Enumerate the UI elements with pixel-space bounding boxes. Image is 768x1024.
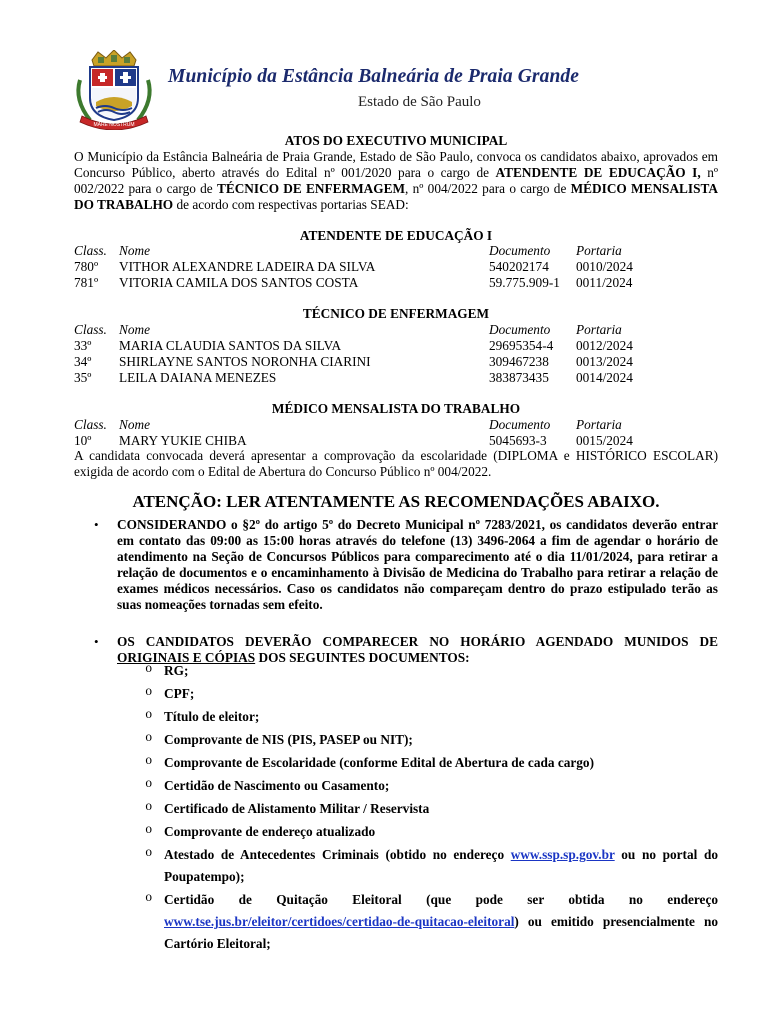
table-row [74, 338, 718, 354]
col-document: Documento [489, 416, 551, 432]
cell-document: 309467238 [489, 353, 549, 369]
document-item [164, 889, 718, 955]
sub-bullet: o [145, 798, 152, 814]
letterhead [68, 50, 718, 130]
bullet-marker: • [94, 633, 99, 649]
cell-class: 10º [74, 432, 92, 448]
note-paragraph: A candidata convocada deverá apresentar a comprovação da escolaridade (DIPLOMA e HISTÓRICO ESCOLAR) exigida de acordo com o Edital de Abertura do Concurso Público nº 004/2022. [74, 448, 718, 480]
cell-class: 34º [74, 353, 92, 369]
attention-heading: ATENÇÃO: LER ATENTAMENTE AS RECOMENDAÇÕES ABAIXO. [132, 492, 660, 512]
cell-document: 383873435 [489, 369, 549, 385]
document-item: Título de eleitor; [164, 709, 260, 725]
document-item [164, 844, 718, 888]
crest-motto: MARE NOSTRUM [93, 122, 135, 128]
cell-portaria: 0011/2024 [576, 275, 633, 291]
cell-document: 540202174 [489, 259, 549, 275]
table-header [74, 243, 718, 259]
list-item [74, 660, 718, 682]
quitacao-text-a: Certidão de Quitação Eleitoral (que pode ser obtida no endereço [164, 892, 718, 908]
tse-link[interactable]: www.tse.jus.br/eleitor/certidoes/certidao-de-quitacao-eleitoral [164, 914, 515, 930]
antecedentes-text-b: ou no portal do Poupatempo); [164, 847, 718, 885]
candidates-table-medico [74, 417, 718, 449]
table-row [74, 259, 718, 275]
col-class: Class. [74, 243, 107, 259]
ssp-link[interactable]: www.ssp.sp.gov.br [510, 847, 615, 863]
group-title-tecnico: TÉCNICO DE ENFERMAGEM [302, 306, 490, 322]
cell-portaria: 0013/2024 [576, 353, 633, 369]
section-title: ATOS DO EXECUTIVO MUNICIPAL [284, 133, 508, 148]
sub-bullet: o [145, 706, 152, 722]
cell-portaria: 0015/2024 [576, 432, 633, 448]
municipality-title: Município da Estância Balneária de Praia Grande [168, 66, 579, 87]
intro-text-1: O Município da Estância Balneária de Praia Grande, Estado de São Paulo, convoca os candidatos abaixo, aprovados em Concurso Público, aberto através do Edital nº 001/2020 para o cargo de [74, 148, 718, 180]
sub-bullet: o [145, 752, 152, 768]
cell-class: 780º [74, 259, 99, 275]
col-portaria: Portaria [576, 416, 622, 432]
col-name: Nome [119, 243, 151, 259]
antecedentes-text-a: Atestado de Antecedentes Criminais (obtido no endereço [164, 847, 511, 863]
candidates-table-atendente [74, 243, 718, 291]
col-name: Nome [119, 322, 151, 338]
cell-name: VITORIA CAMILA DOS SANTOS COSTA [119, 275, 359, 291]
list-item [74, 798, 718, 820]
document-item: CPF; [164, 686, 195, 702]
intro-bold-3: MÉDICO MENSALISTA DO TRABALHO [74, 180, 718, 212]
col-class: Class. [74, 322, 107, 338]
list-item [74, 889, 718, 955]
col-document: Documento [489, 322, 551, 338]
table-row [74, 370, 718, 386]
document-item: Certificado de Alistamento Militar / Reservista [164, 801, 430, 817]
coat-of-arms-icon [68, 50, 160, 130]
cell-name: VITHOR ALEXANDRE LADEIRA DA SILVA [119, 259, 376, 275]
intro-paragraph [74, 149, 718, 213]
list-item [74, 706, 718, 728]
table-header [74, 322, 718, 338]
intro-bold-1: ATENDENTE DE EDUCAÇÃO I, [495, 164, 701, 180]
col-portaria: Portaria [576, 243, 622, 259]
cell-document: 29695354-4 [489, 337, 554, 353]
documents-list [74, 660, 718, 955]
col-portaria: Portaria [576, 322, 622, 338]
document-body [74, 133, 718, 955]
table-row [74, 354, 718, 370]
bullet-marker: • [94, 517, 99, 533]
cell-class: 781º [74, 275, 99, 291]
sub-bullet: o [145, 775, 152, 791]
list-item [74, 752, 718, 774]
cell-class: 35º [74, 369, 92, 385]
sub-bullet: o [145, 889, 152, 905]
document-item: Comprovante de Escolaridade (conforme Edital de Abertura de cada cargo) [164, 755, 595, 771]
cell-name: LEILA DAIANA MENEZES [119, 369, 277, 385]
table-row [74, 275, 718, 291]
candidates-table-tecnico [74, 322, 718, 386]
cell-name: MARIA CLAUDIA SANTOS DA SILVA [119, 337, 342, 353]
documents-intro-b: DOS SEGUINTES DOCUMENTOS: [255, 649, 470, 665]
cell-name: SHIRLAYNE SANTOS NORONHA CIARINI [119, 353, 371, 369]
sub-bullet: o [145, 821, 152, 837]
cell-portaria: 0010/2024 [576, 259, 633, 275]
group-title-medico: MÉDICO MENSALISTA DO TRABALHO [271, 400, 521, 416]
col-name: Nome [119, 416, 151, 432]
document-item: Comprovante de endereço atualizado [164, 824, 376, 840]
recommendation-text: CONSIDERANDO o §2º do artigo 5º do Decreto Municipal nº 7283/2021, os candidatos deverão entrar em contato das 09:00 as 15:00 horas através do telefone (13) 3496-2064 a fim de agendar o horário de atendimento na Seção de Concursos Públicos para comparecimento até o dia 11/01/2024, para retirar a relação de documentos e o encaminhamento à Divisão de Medicina do Trabalho para retirar a relação de exames médicos necessários. Caso os candidatos não compareçam dentro do prazo estipulado terão as suas nomeações tornadas sem efeito. [117, 517, 718, 612]
sub-bullet: o [145, 729, 152, 745]
list-item [74, 729, 718, 751]
document-item: Comprovante de NIS (PIS, PASEP ou NIT); [164, 732, 413, 748]
state-subtitle: Estado de São Paulo [358, 94, 481, 110]
intro-text-3: , nº 004/2022 para o cargo de [405, 180, 571, 196]
list-item [74, 775, 718, 797]
intro-text-2: nº 002/2022 para o cargo de [74, 164, 718, 196]
list-item [74, 821, 718, 843]
documents-intro-a: OS CANDIDATOS DEVERÃO COMPARECER NO HORÁRIO AGENDADO MUNIDOS DE [117, 633, 718, 649]
intro-text-4: de acordo com respectivas portarias SEAD: [173, 196, 409, 212]
cell-document: 5045693-3 [489, 432, 547, 448]
cell-document: 59.775.909-1 [489, 275, 560, 291]
sub-bullet: o [145, 844, 152, 860]
cell-name: MARY YUKIE CHIBA [119, 432, 247, 448]
list-item [74, 683, 718, 705]
recommendation-item [74, 517, 718, 612]
cell-portaria: 0014/2024 [576, 369, 633, 385]
col-class: Class. [74, 416, 107, 432]
documents-intro-underlined: ORIGINAIS E CÓPIAS [117, 649, 256, 665]
document-item: RG; [164, 663, 189, 679]
cell-class: 33º [74, 337, 92, 353]
sub-bullet: o [145, 660, 152, 676]
list-item [74, 844, 718, 888]
table-header [74, 417, 718, 433]
group-title-atendente: ATENDENTE DE EDUCAÇÃO I [299, 227, 493, 243]
col-document: Documento [489, 243, 551, 259]
quitacao-text-b: ) ou emitido presencialmente no Cartório Eleitoral; [164, 914, 718, 952]
intro-bold-2: TÉCNICO DE ENFERMAGEM [216, 180, 406, 196]
sub-bullet: o [145, 683, 152, 699]
document-item: Certidão de Nascimento ou Casamento; [164, 778, 390, 794]
table-row [74, 433, 718, 449]
cell-portaria: 0012/2024 [576, 337, 633, 353]
